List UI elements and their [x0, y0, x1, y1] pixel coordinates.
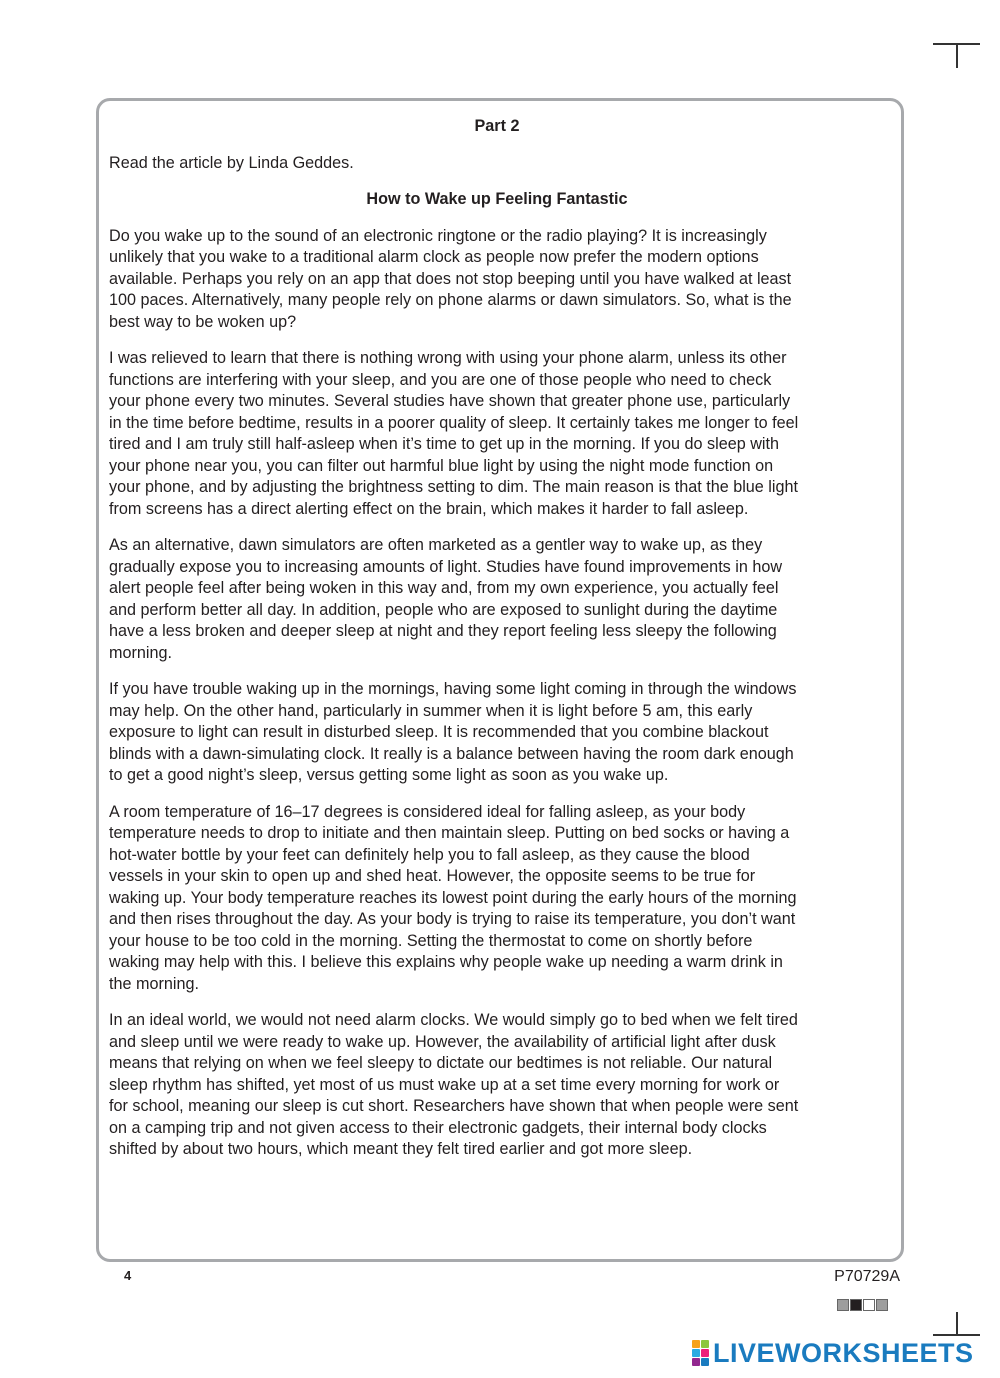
article-paragraph-5: A room temperature of 16–17 degrees is considered ideal for falling asleep, as your body temperature needs to drop to initiate and then maintain sleep. Putting on bed socks or having a hot-water bottle by your feet can definitely help you to fall asleep, as they cause the blood vessels in your skin to open up and shed heat. However, the opposite seems to be true for waking up. Your body temperature reaches its lowest point during the early hours of the morning and then rises throughout the day. As your body is trying to raise its temperature, you don’t want your house to be too cold in the morning. Setting the thermostat to come on shortly before waking may help with this. I believe this explains why people wake up needing a warm drink in the morning. — [109, 802, 797, 993]
article-paragraph-1: Do you wake up to the sound of an electronic ringtone or the radio playing? It is increasingly unlikely that you wake to a traditional alarm clock as people now prefer the modern options available. Perhaps you rely on an app that does not stop beeping until you have walked at least 100 paces. Alternatively, many people rely on phone alarms or dawn simulators. So, what is the best way to be woken up? — [109, 226, 792, 331]
crop-mark-bottom-horizontal — [933, 1334, 980, 1336]
liveworksheets-brand[interactable] — [692, 1339, 974, 1367]
registration-bar — [837, 1299, 888, 1311]
crop-mark-top-vertical — [956, 43, 958, 68]
intro-text: Read the article by Linda Geddes. — [109, 153, 354, 172]
liveworksheets-logo-icon — [692, 1340, 709, 1366]
crop-mark-bottom-vertical — [956, 1312, 958, 1334]
article-paragraph-6: In an ideal world, we would not need alarm clocks. We would simply go to bed when we felt tired and sleep until we were ready to wake up. However, the availability of artificial light after dusk means that relying on when we feel sleepy to dictate our bedtimes is not reliable. Our natural sleep rhythm has shifted, yet most of us must wake up at a set time every morning for work or for school, meaning our sleep is cut short. Researchers have shown that when people were sent on a camping trip and not given access to their electronic gadgets, their internal body clocks shifted by about two hours, which meant they felt tired earlier and got more sleep. — [109, 1011, 799, 1158]
article-paragraph-2: I was relieved to learn that there is nothing wrong with using your phone alarm, unless its other functions are interfering with your sleep, and you are one of those people who need to check your phone every two minutes. Several studies have shown that greater phone use, particularly in the time before bedtime, results in a poorer quality of sleep. It certainly takes me longer to feel tired and I am truly still half-asleep when it’s time to get up in the morning. If you do sleep with your phone near you, you can filter out harmful blue light by using the night mode function on your phone, and by adjusting the brightness setting to dim. The main reason is that the blue light from screens has a direct alerting effect on the brain, which makes it harder to fall asleep. — [109, 349, 799, 518]
article-title: How to Wake up Feeling Fantastic — [366, 190, 628, 208]
registration-square — [863, 1299, 875, 1311]
part-title: Part 2 — [474, 117, 520, 135]
registration-square — [876, 1299, 888, 1311]
registration-square — [850, 1299, 862, 1311]
article-paragraph-4: If you have trouble waking up in the mornings, having some light coming in through the windows may help. On the other hand, particularly in summer when it is light before 5 am, this early exposure to light can result in disturbed sleep. It is recommended that you combine blackout blinds with a dawn-simulating clock. It really is a balance between having the room dark enough to get a good night’s sleep, versus getting some light as soon as you wake up. — [109, 680, 797, 784]
registration-square — [837, 1299, 849, 1311]
article-content — [109, 116, 799, 1176]
brand-name: LIVEWORKSHEETS — [713, 1338, 974, 1368]
article-paragraph-3: As an alternative, dawn simulators are often marketed as a gentler way to wake up, as they gradually expose you to increasing amounts of light. Studies have found improvements in how alert people feel after being woken in this way and, from my own experience, you actually feel and perform better all day. In addition, people who are exposed to sunlight during the daytime have a less broken and deeper sleep at night and they report feeling less sleepy the following morning. — [109, 536, 783, 662]
paper-code: P70729A — [834, 1268, 900, 1285]
page-number: 4 — [124, 1268, 132, 1283]
